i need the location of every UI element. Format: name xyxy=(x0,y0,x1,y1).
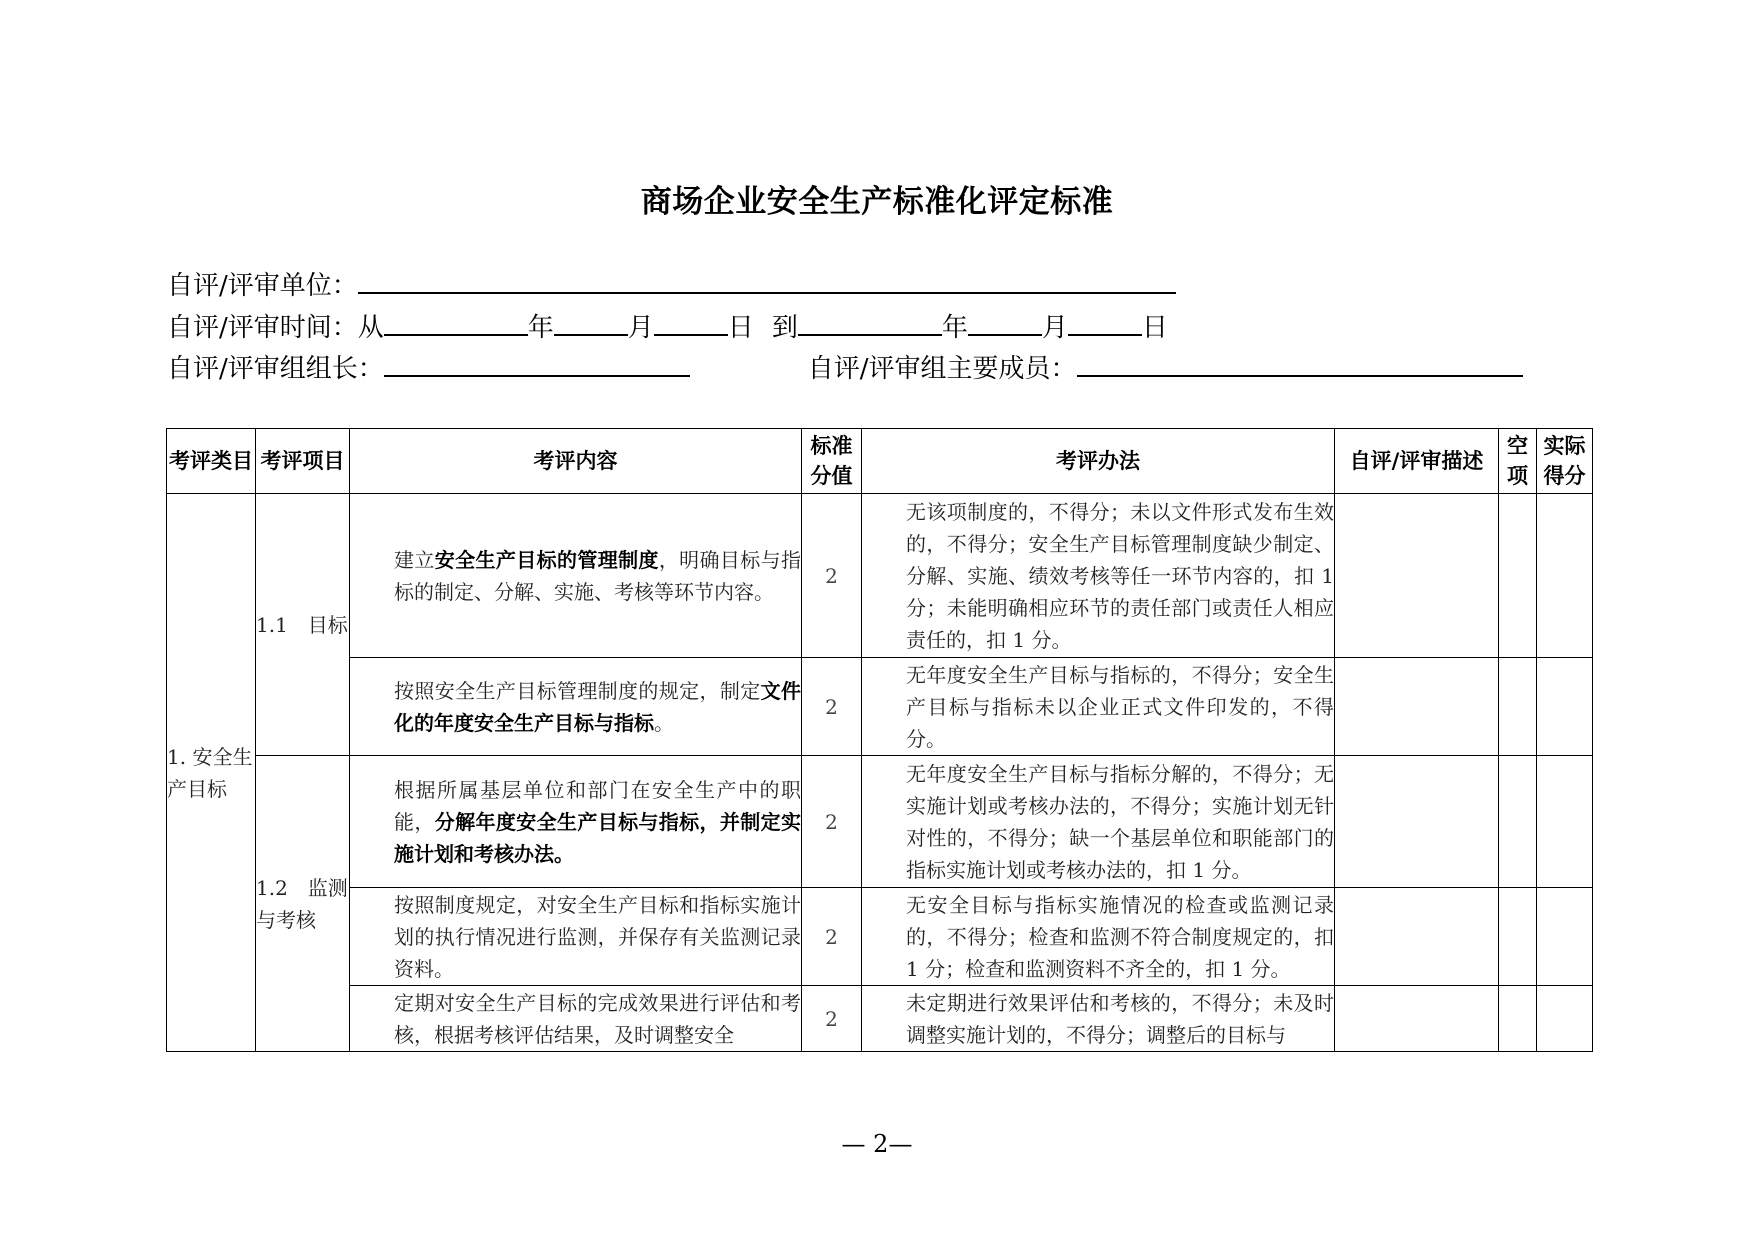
content-cell: 建立安全生产目标的管理制度，明确目标与指标的制定、分解、实施、考核等环节内容。 xyxy=(350,494,802,658)
empty-cell[interactable] xyxy=(1499,658,1537,756)
table-row xyxy=(167,494,1593,658)
score-cell: 2 xyxy=(802,986,862,1052)
form-time-line xyxy=(167,308,1168,346)
table-row xyxy=(167,888,1593,986)
description-cell[interactable] xyxy=(1335,888,1499,986)
table-row xyxy=(167,756,1593,888)
content-cell: 定期对安全生产目标的完成效果进行评估和考核，根据考核评估结果，及时调整安全 xyxy=(350,986,802,1052)
actual-score-cell[interactable] xyxy=(1537,756,1593,888)
month-label: 月 xyxy=(1041,313,1068,343)
method-cell: 无安全目标与指标实施情况的检查或监测记录的，不得分；检查和监测不符合制度规定的，扣 1 分；检查和监测资料不齐全的，扣 1 分。 xyxy=(862,888,1335,986)
header-actual: 实际得分 xyxy=(1537,429,1593,494)
end-day-field[interactable] xyxy=(1068,308,1142,336)
actual-score-cell[interactable] xyxy=(1537,658,1593,756)
header-method: 考评办法 xyxy=(862,429,1335,494)
year-label: 年 xyxy=(527,313,554,343)
actual-score-cell[interactable] xyxy=(1537,986,1593,1052)
content-cell: 按照制度规定，对安全生产目标和指标实施计划的执行情况进行监测，并保存有关监测记录资料。 xyxy=(350,888,802,986)
empty-cell[interactable] xyxy=(1499,756,1537,888)
empty-cell[interactable] xyxy=(1499,986,1537,1052)
content-cell: 按照安全生产目标管理制度的规定，制定文件化的年度安全生产目标与指标。 xyxy=(350,658,802,756)
score-cell: 2 xyxy=(802,756,862,888)
method-cell: 无该项制度的，不得分；未以文件形式发布生效的，不得分；安全生产目标管理制度缺少制定、分解、实施、绩效考核等任一环节内容的，扣 1 分；未能明确相应环节的责任部门或责任人相应责任的，扣 1 分。 xyxy=(862,494,1335,658)
empty-cell[interactable] xyxy=(1499,888,1537,986)
leader-field[interactable] xyxy=(384,349,690,377)
item-cell-target: 1.1 目标 xyxy=(256,494,350,756)
unit-label: 自评/评审单位： xyxy=(167,271,358,301)
month-label: 月 xyxy=(627,313,654,343)
start-day-field[interactable] xyxy=(654,308,728,336)
start-year-field[interactable] xyxy=(384,308,528,336)
method-cell: 无年度安全生产目标与指标的，不得分；安全生产目标与指标未以企业正式文件印发的，不得分。 xyxy=(862,658,1335,756)
leader-label: 自评/评审组组长： xyxy=(167,354,384,384)
content-cell: 根据所属基层单位和部门在安全生产中的职能，分解年度安全生产目标与指标，并制定实施计划和考核办法。 xyxy=(350,756,802,888)
method-cell: 无年度安全生产目标与指标分解的，不得分；无实施计划或考核办法的，不得分；实施计划无针对性的，不得分；缺一个基层单位和职能部门的指标实施计划或考核办法的，扣 1 分。 xyxy=(862,756,1335,888)
category-cell: 1. 安全生产目标 xyxy=(167,494,256,1052)
evaluation-table xyxy=(166,428,1593,1052)
table-row xyxy=(167,658,1593,756)
score-cell: 2 xyxy=(802,658,862,756)
score-cell: 2 xyxy=(802,494,862,658)
item-cell-monitoring: 1.2 监测与考核 xyxy=(256,756,350,1052)
start-month-field[interactable] xyxy=(554,308,628,336)
unit-field[interactable] xyxy=(358,266,1176,294)
page-title: 商场企业安全生产标准化评定标准 xyxy=(640,184,1114,220)
method-cell: 未定期进行效果评估和考核的，不得分；未及时调整实施计划的，不得分；调整后的目标与 xyxy=(862,986,1335,1052)
actual-score-cell[interactable] xyxy=(1537,888,1593,986)
day-label: 日 xyxy=(727,313,754,343)
members-label: 自评/评审组主要成员： xyxy=(807,354,1077,384)
end-year-field[interactable] xyxy=(798,308,942,336)
day-label: 日 xyxy=(1141,313,1168,343)
header-empty: 空项 xyxy=(1499,429,1537,494)
year-label: 年 xyxy=(941,313,968,343)
form-leader-line xyxy=(167,349,1523,387)
description-cell[interactable] xyxy=(1335,756,1499,888)
time-label: 自评/评审时间：从 xyxy=(167,313,384,343)
description-cell[interactable] xyxy=(1335,494,1499,658)
description-cell[interactable] xyxy=(1335,986,1499,1052)
table-row xyxy=(167,986,1593,1052)
table-header-row xyxy=(167,429,1593,494)
header-score: 标准分值 xyxy=(802,429,862,494)
page-number: — 2— xyxy=(841,1130,913,1158)
score-cell: 2 xyxy=(802,888,862,986)
actual-score-cell[interactable] xyxy=(1537,494,1593,658)
header-category: 考评类目 xyxy=(167,429,256,494)
end-month-field[interactable] xyxy=(968,308,1042,336)
description-cell[interactable] xyxy=(1335,658,1499,756)
header-description: 自评/评审描述 xyxy=(1335,429,1499,494)
form-unit-line xyxy=(167,266,1176,304)
members-field[interactable] xyxy=(1077,349,1523,377)
to-label: 到 xyxy=(771,313,798,343)
header-item: 考评项目 xyxy=(256,429,350,494)
header-content: 考评内容 xyxy=(350,429,802,494)
empty-cell[interactable] xyxy=(1499,494,1537,658)
